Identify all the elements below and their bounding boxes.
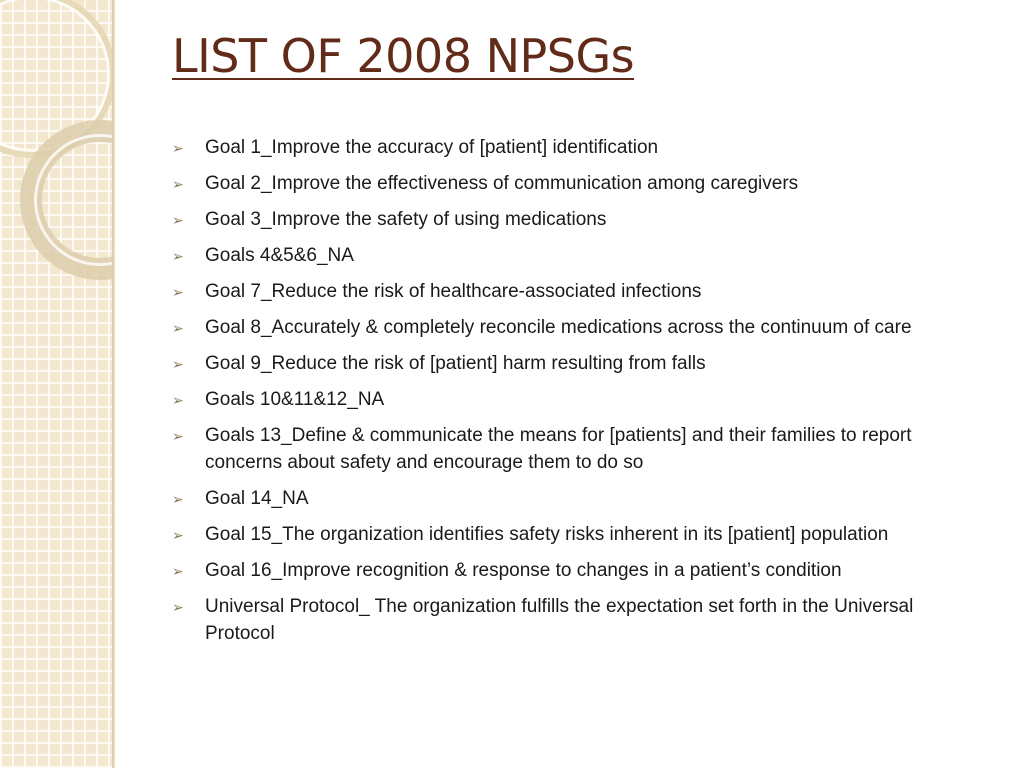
goal-text: Goal 8_Accurately & completely reconcile medications across the continuum of care (205, 317, 912, 338)
bullet-arrow-icon: ➢ (172, 491, 184, 507)
goal-item (172, 350, 972, 377)
goal-text: Goal 14_NA (205, 488, 309, 509)
side-panel-divider (112, 0, 115, 768)
decorative-side-panel (0, 0, 112, 768)
bullet-arrow-icon: ➢ (172, 248, 184, 264)
bullet-arrow-icon: ➢ (172, 356, 184, 372)
bullet-arrow-icon: ➢ (172, 212, 184, 228)
goal-text: Goals 13_Define & communicate the means for [patients] and their families to report concerns about safety and encourage them to do so (205, 425, 912, 473)
goal-item (172, 242, 972, 269)
goal-text: Goal 2_Improve the effectiveness of communication among caregivers (205, 173, 799, 194)
goal-text: Goals 4&5&6_NA (205, 245, 354, 266)
bullet-arrow-icon: ➢ (172, 176, 184, 192)
goal-text: Goal 7_Reduce the risk of healthcare-associated infections (205, 281, 702, 302)
goal-item (172, 170, 972, 197)
goal-item (172, 278, 972, 305)
goal-item (172, 134, 972, 161)
bullet-arrow-icon: ➢ (172, 527, 184, 543)
slide-title: LIST OF 2008 NPSGs (172, 29, 635, 83)
goal-item (172, 386, 972, 413)
goal-text: Goal 9_Reduce the risk of [patient] harm resulting from falls (205, 353, 706, 374)
goal-item (172, 521, 972, 548)
goal-item (172, 485, 972, 512)
bullet-arrow-icon: ➢ (172, 428, 184, 444)
bullet-arrow-icon: ➢ (172, 392, 184, 408)
goal-item (172, 557, 972, 584)
goal-text: Goal 1_Improve the accuracy of [patient] identification (205, 137, 659, 158)
goal-item (172, 206, 972, 233)
goal-item (172, 314, 972, 341)
goal-text: Universal Protocol_ The organization fulfills the expectation set forth in the Universal Protocol (205, 596, 914, 644)
bullet-arrow-icon: ➢ (172, 140, 184, 156)
goal-text: Goals 10&11&12_NA (205, 389, 385, 410)
goal-item (172, 593, 972, 647)
bullet-arrow-icon: ➢ (172, 599, 184, 615)
bullet-arrow-icon: ➢ (172, 563, 184, 579)
bullet-arrow-icon: ➢ (172, 284, 184, 300)
goal-text: Goal 15_The organization identifies safety risks inherent in its [patient] population (205, 524, 889, 545)
goals-list (172, 134, 972, 656)
bullet-arrow-icon: ➢ (172, 320, 184, 336)
goal-item (172, 422, 972, 476)
goal-text: Goal 3_Improve the safety of using medications (205, 209, 607, 230)
goal-text: Goal 16_Improve recognition & response to changes in a patient’s condition (205, 560, 842, 581)
